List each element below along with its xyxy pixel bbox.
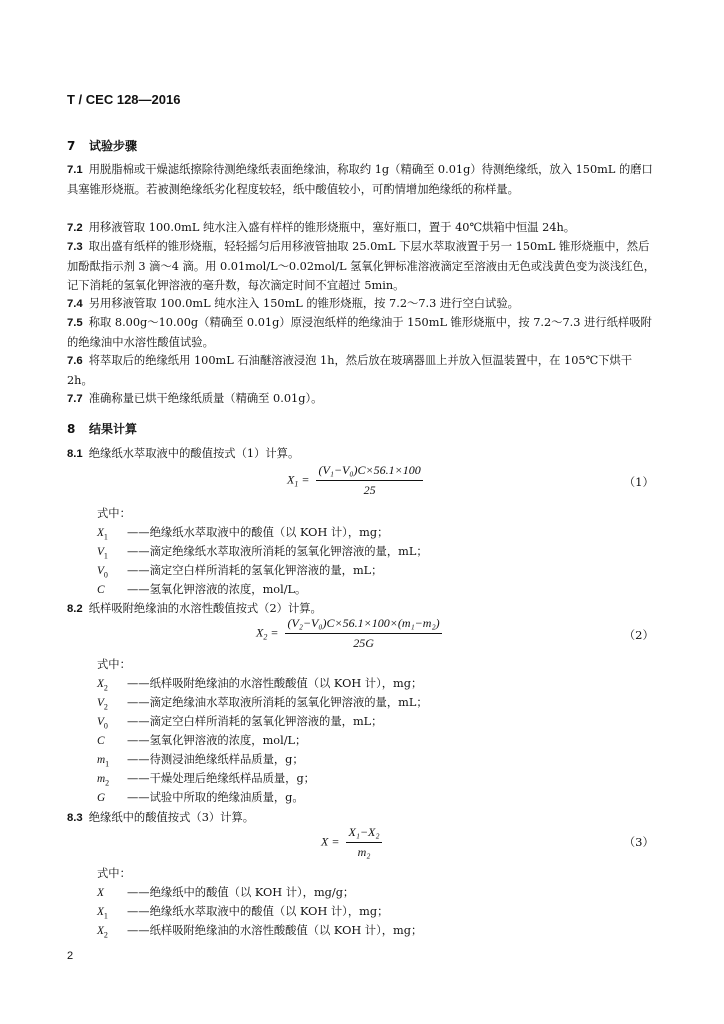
subsection-8-2: 8.2 纸样吸附绝缘油的水溶性酸值按式（2）计算。 (67, 602, 322, 615)
step-7-4: 7.4 另用移液管取 100.0mL 纯水注入 150mL 的锥形烧瓶，按 7.2～7.3 进行空白试验。 (67, 297, 519, 310)
definition-item: C ——氢氧化钾溶液的浓度，mol/L。 (97, 583, 307, 596)
equation-number-2: （2） (623, 628, 654, 642)
definition-item: $V_1$ ——滴定绝缘纸水萃取液所消耗的氢氧化钾溶液的量，mL； (97, 545, 428, 561)
step-7-7: 7.7 准确称量已烘干绝缘纸质量（精确至 0.01g）。 (67, 392, 323, 405)
formula-denominator: 25 (363, 483, 376, 497)
definition-item: $X_1$ ——绝缘纸水萃取液中的酸值（以 KOH 计），mg； (97, 526, 389, 542)
section-number: 7 (67, 139, 76, 153)
formula-numerator: X₁−X₂ (346, 825, 381, 843)
page-number: 2 (67, 950, 74, 962)
section-7-heading (67, 137, 137, 154)
definition-item: $X_1$ ——绝缘纸水萃取液中的酸值（以 KOH 计），mg； (97, 905, 389, 921)
where-label: 式中： (97, 867, 131, 880)
formula-1: $X_1$ = $\frac{\text{(V₁−V₀)C×56.1×100}}{25}$ (287, 463, 421, 497)
where-label: 式中： (97, 507, 131, 520)
step-7-5: 7.5 称取 8.00g～10.00g（精确至 0.01g）原浸泡纸样的绝缘油于 150mL 锥形烧瓶中，按 7.2～7.3 进行纸样吸附的绝缘油中水溶性酸值试验。 (67, 316, 652, 350)
formula-2: $X_2$ = $\frac{\text{(V₂−V₀)C×56.1×100×(m₁−m₂)}}{25G}$ (256, 616, 440, 650)
section-number: 8 (67, 422, 76, 436)
formula-3: X = $\frac{\text{X₁−X₂}}{\text{m₂}}$ (321, 825, 380, 859)
fraction (316, 463, 422, 498)
step-7-3: 7.3 取出盛有纸样的锥形烧瓶，轻轻摇匀后用移液管抽取 25.0mL 下层水萃取液置于另一 150mL 锥形烧瓶中，然后加酚酞指示剂 3 滴～4 滴。用 0.01mol/L～0.02mol/L 氢氧化钾标准溶液滴定至溶液由无色或浅黄色变为淡浅红色，记下消耗的氢氧化钾溶液的毫升数，每次滴定时间不宜超过 5min。 (67, 240, 656, 293)
formula-denominator: m₂ (357, 845, 371, 859)
step-7-1: 7.1 用脱脂棉或干燥滤纸擦除待测绝缘纸表面绝缘油，称取约 1g（精确至 0.01g）待测绝缘纸，放入 150mL 的磨口具塞锥形烧瓶。若被测绝缘纸劣化程度较轻，纸中酸值较小，可酌情增加绝缘纸的称样量。 (67, 163, 653, 197)
section-title: 试验步骤 (89, 139, 138, 153)
formula-numerator: (V₁−V₀)C×56.1×100 (316, 463, 422, 481)
subsection-8-3: 8.3 绝缘纸中的酸值按式（3）计算。 (67, 811, 255, 824)
equation-number-1: （1） (623, 475, 654, 489)
formula-denominator: 25G (353, 636, 374, 650)
definition-item: G ——试验中所取的绝缘油质量，g。 (97, 791, 304, 804)
step-7-6: 7.6 将萃取后的绝缘纸用 100mL 石油醚溶液浸泡 1h，然后放在玻璃器皿上并放入恒温装置中，在 105℃下烘干 2h。 (67, 354, 633, 388)
definition-item: $V_2$ ——滴定绝缘油水萃取液所消耗的氢氧化钾溶液的量，mL； (97, 696, 428, 712)
definition-item: $m_2$ ——干燥处理后绝缘纸样品质量，g； (97, 772, 315, 788)
fraction (346, 825, 381, 860)
fraction (285, 616, 441, 651)
definition-item: $m_1$ ——待测浸油绝缘纸样品质量，g； (97, 753, 304, 769)
definition-item: C ——氢氧化钾溶液的浓度，mol/L； (97, 734, 307, 747)
definition-item: $V_0$ ——滴定空白样所消耗的氢氧化钾溶液的量，mL； (97, 715, 383, 731)
standard-number: T / CEC 128—2016 (67, 92, 181, 107)
section-title: 结果计算 (89, 422, 138, 436)
formula-numerator: (V₂−V₀)C×56.1×100×(m₁−m₂) (285, 616, 441, 634)
definition-item: $X_2$ ——纸样吸附绝缘油的水溶性酸酸值（以 KOH 计），mg； (97, 677, 423, 693)
where-label: 式中： (97, 658, 131, 671)
equation-number-3: （3） (623, 835, 654, 849)
subsection-8-1: 8.1 绝缘纸水萃取液中的酸值按式（1）计算。 (67, 447, 300, 460)
definition-item: $V_0$ ——滴定空白样所消耗的氢氧化钾溶液的量，mL； (97, 564, 383, 580)
definition-item: $X_2$ ——纸样吸附绝缘油的水溶性酸酸值（以 KOH 计），mg； (97, 924, 423, 940)
step-7-2: 7.2 用移液管取 100.0mL 纯水注入盛有样样的锥形烧瓶中，塞好瓶口，置于 40℃烘箱中恒温 24h。 (67, 221, 576, 234)
section-8-heading (67, 420, 137, 437)
definition-item: X ——绝缘纸中的酸值（以 KOH 计），mg/g； (97, 886, 355, 899)
